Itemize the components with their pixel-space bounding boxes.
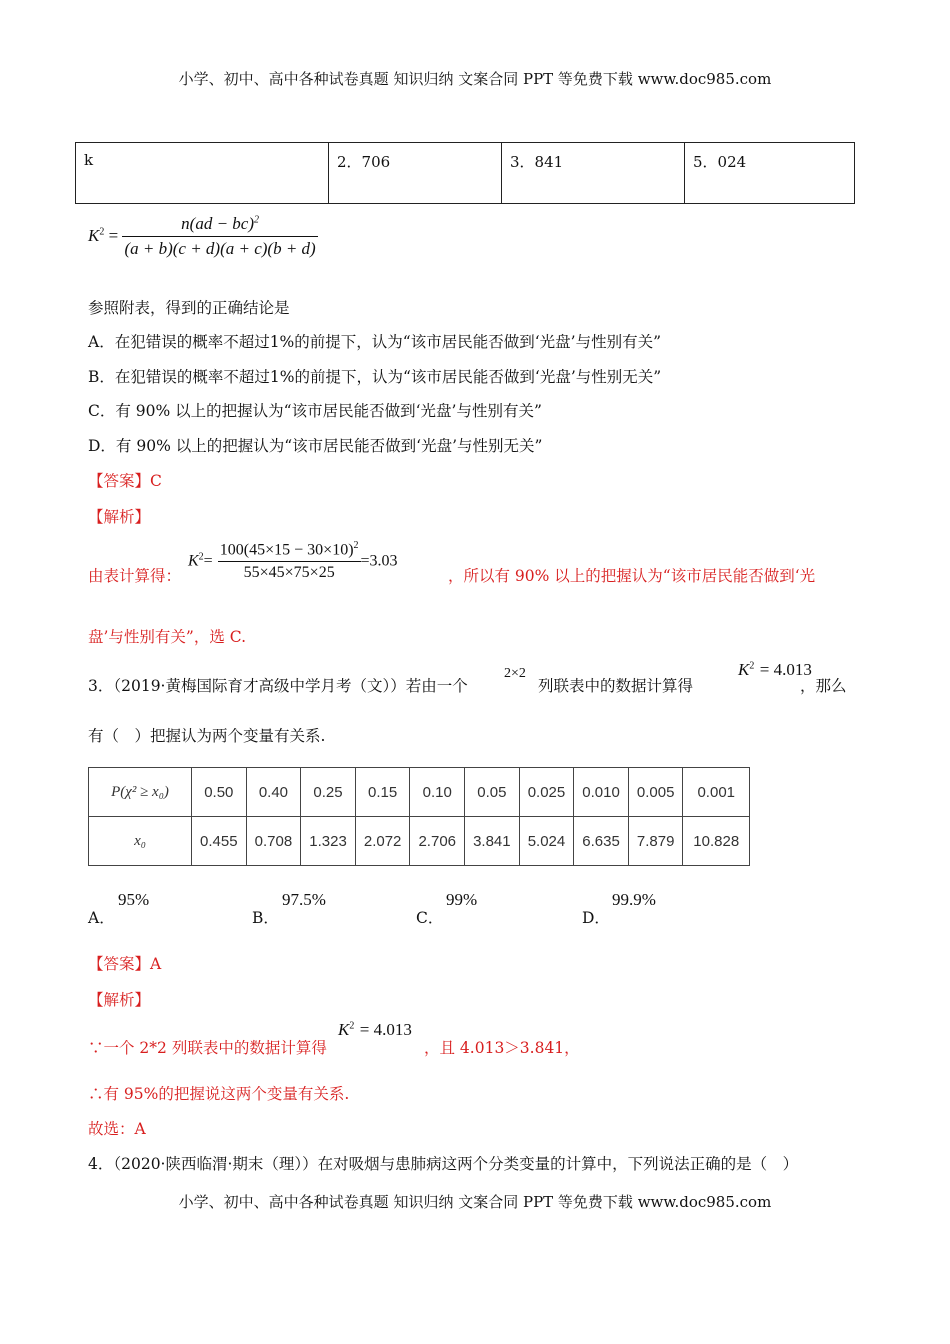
x-cell: 6.635 bbox=[574, 817, 629, 866]
q4-stem: 4．（2020·陕西临渭·期末（理））在对吸烟与患肺病这两个分类变量的计算中，下列说法正确的是（ ） bbox=[88, 1155, 799, 1173]
option-d: D．有 90% 以上的把握认为“该市居民能否做到‘光盘’与性别无关” bbox=[88, 437, 543, 455]
row-label-p: P(χ² ≥ x₀) bbox=[89, 768, 192, 817]
q3-stem: 3．（2019·黄梅国际育才高级中学月考（文））若由一个 2×2 列联表中的数据计算得 $K^2 = 4.013$ ，那么 bbox=[88, 660, 847, 695]
answer-value: A bbox=[150, 955, 162, 973]
x-cell: 10.828 bbox=[683, 817, 750, 866]
calc-prefix: 由表计算得： bbox=[88, 567, 182, 585]
page-header: 小学、初中、高中各种试卷真题 知识归纳 文案合同 PPT 等免费下载 www.doc985.com bbox=[178, 70, 772, 88]
q3-line2: 有（ ）把握认为两个变量有关系. bbox=[88, 727, 326, 745]
p-cell: 0.25 bbox=[301, 768, 356, 817]
q3-k2-value: = 4.013 bbox=[759, 660, 812, 679]
formula-lhs: K bbox=[88, 226, 100, 245]
p-cell: 0.010 bbox=[574, 768, 629, 817]
q3-option-d: D． 99.9% bbox=[582, 890, 656, 927]
answer-label: 【答案】 bbox=[88, 955, 151, 973]
q3-solution-1: ∵一个 2*2 列联表中的数据计算得 $K^2 = 4.013$ ，且 4.013＞3.841， bbox=[88, 1020, 580, 1057]
calc-formula: $K^2=$ $\frac{100(45\times 15 - 30\times 10)^2}{55\times 45\times 75\times 25}$ =3.03 bbox=[188, 540, 398, 582]
calc-suffix: ，所以有 90% 以上的把握认为“该市居民能否做到‘光 bbox=[448, 567, 816, 585]
answer-label: 【答案】 bbox=[88, 472, 151, 490]
q3-mid: 列联表中的数据计算得 bbox=[538, 677, 694, 695]
x-cell: 5.024 bbox=[519, 817, 574, 866]
table-cell: 2．706 bbox=[329, 143, 502, 204]
table-cell: 3．841 bbox=[502, 143, 685, 204]
p-cell: 0.50 bbox=[192, 768, 247, 817]
p-cell: 0.05 bbox=[465, 768, 520, 817]
formula-denominator: (a + b)(c + d)(a + c)(b + d) bbox=[124, 239, 316, 258]
q3-analysis-label: 【解析】 bbox=[88, 991, 151, 1009]
analysis-label: 【解析】 bbox=[88, 508, 151, 526]
option-b: B．在犯错误的概率不超过1%的前提下，认为“该市居民能否做到‘光盘’与性别无关” bbox=[88, 368, 662, 386]
p-cell: 0.025 bbox=[519, 768, 574, 817]
q3-solution-3: 故选：A bbox=[88, 1120, 146, 1138]
q3-option-a: A． 95% bbox=[88, 890, 150, 927]
x-cell: 2.706 bbox=[410, 817, 465, 866]
reference-text: 参照附表，得到的正确结论是 bbox=[88, 299, 290, 317]
table-cell: k bbox=[76, 143, 329, 204]
option-a: A．在犯错误的概率不超过1%的前提下，认为“该市居民能否做到‘光盘’与性别有关” bbox=[88, 333, 661, 351]
q3-table-size: 2×2 bbox=[504, 666, 526, 681]
answer-value: C bbox=[150, 472, 162, 490]
calc-result: =3.03 bbox=[360, 552, 398, 570]
calc-denominator: 55×45×75×25 bbox=[243, 564, 335, 582]
q3-end: ，那么 bbox=[800, 677, 847, 695]
chi-square-formula: $K^2$ = $\frac{n(ad - bc)^2}{(a + b)(c + d)(a + c)(b + d)}$ bbox=[88, 214, 316, 258]
q3-option-b: B． 97.5% bbox=[252, 890, 326, 927]
calc-line2: 盘’与性别有关”，选 C. bbox=[88, 628, 247, 646]
x-cell: 0.708 bbox=[246, 817, 301, 866]
q3-intro: 3．（2019·黄梅国际育才高级中学月考（文））若由一个 bbox=[88, 677, 468, 695]
x-cell: 0.455 bbox=[192, 817, 247, 866]
p-cell: 0.10 bbox=[410, 768, 465, 817]
critical-value-table bbox=[75, 142, 855, 204]
answer-line bbox=[88, 469, 162, 491]
p-cell: 0.40 bbox=[246, 768, 301, 817]
chi-square-table bbox=[88, 767, 750, 866]
option-c: C．有 90% 以上的把握认为“该市居民能否做到‘光盘’与性别有关” bbox=[88, 402, 542, 420]
p-cell: 0.15 bbox=[355, 768, 410, 817]
x-cell: 2.072 bbox=[355, 817, 410, 866]
p-cell: 0.001 bbox=[683, 768, 750, 817]
p-cell: 0.005 bbox=[628, 768, 683, 817]
row-label-x: x₀ bbox=[89, 817, 192, 866]
x-cell: 7.879 bbox=[628, 817, 683, 866]
calc-numerator: $100(45\times 15 - 30\times 10)^2$ bbox=[218, 540, 361, 562]
q3-option-c: C． 99% bbox=[416, 890, 478, 927]
x-cell: 1.323 bbox=[301, 817, 356, 866]
page-footer: 小学、初中、高中各种试卷真题 知识归纳 文案合同 PPT 等免费下载 www.doc985.com bbox=[178, 1193, 772, 1211]
formula-numerator: n(ad − bc)$^2$ bbox=[122, 214, 317, 237]
q3-solution-2: ∴有 95%的把握说这两个变量有关系. bbox=[88, 1085, 350, 1103]
table-row bbox=[89, 817, 750, 866]
table-cell: 5．024 bbox=[685, 143, 855, 204]
q3-answer-line bbox=[88, 952, 161, 974]
x-cell: 3.841 bbox=[465, 817, 520, 866]
table-row bbox=[89, 768, 750, 817]
